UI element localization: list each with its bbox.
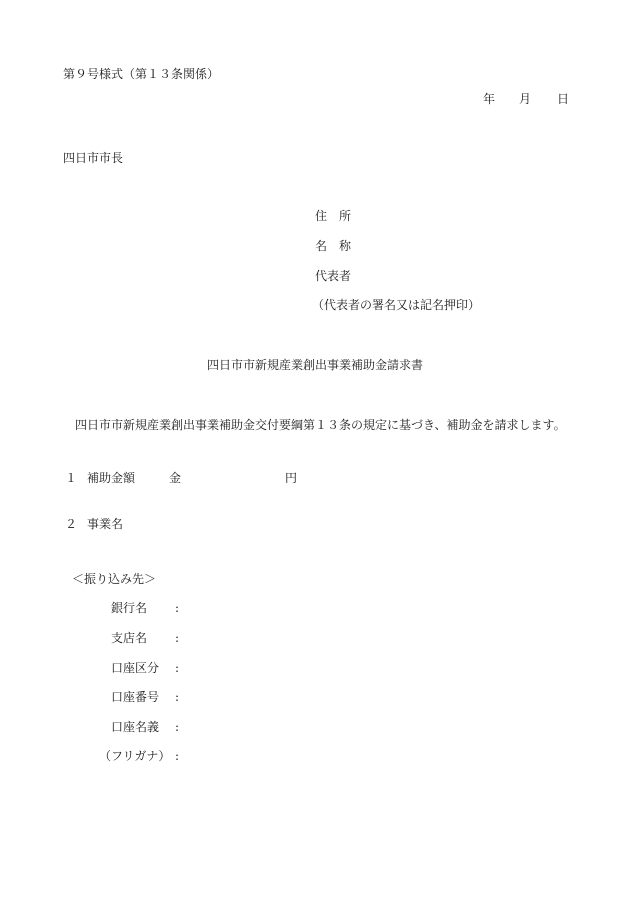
bank-field-colon: : (175, 601, 180, 615)
amount-suffix: 円 (285, 471, 298, 485)
representative-label: 代表者 (315, 269, 352, 283)
recipient: 四日市市長 (63, 151, 124, 165)
address-label: 住 所 (315, 209, 352, 223)
bank-field-colon: : (175, 690, 180, 704)
amount-label: 補助金額 (87, 471, 136, 485)
amount-number: １ (65, 471, 78, 485)
form-number: 第９号様式（第１３条関係） (63, 67, 220, 81)
bank-field-label: 支店名 (111, 631, 148, 645)
project-label: 事業名 (87, 517, 124, 531)
project-number: ２ (65, 517, 78, 531)
amount-prefix: 金 (169, 471, 182, 485)
bank-field-label: 口座名義 (111, 720, 160, 734)
bank-field-label: 口座番号 (111, 690, 160, 704)
bank-field-colon: : (175, 749, 180, 763)
bank-field-label: 口座区分 (111, 661, 160, 675)
bank-heading: ＜振り込み先＞ (72, 572, 157, 586)
date-month: 月 (519, 92, 532, 106)
bank-field-label: （フリガナ） (99, 749, 171, 763)
bank-field-label: 銀行名 (111, 601, 148, 615)
signature-note: （代表者の署名又は記名押印） (312, 298, 481, 312)
date-day: 日 (557, 92, 570, 106)
document-title: 四日市市新規産業創出事業補助金請求書 (207, 358, 424, 372)
bank-field-colon: : (175, 661, 180, 675)
date-year: 年 (483, 92, 496, 106)
bank-field-colon: : (175, 720, 180, 734)
bank-field-colon: : (175, 631, 180, 645)
name-label: 名 称 (315, 239, 352, 253)
body-text: 四日市市新規産業創出事業補助金交付要綱第１３条の規定に基づき、補助金を請求します。 (75, 418, 566, 432)
